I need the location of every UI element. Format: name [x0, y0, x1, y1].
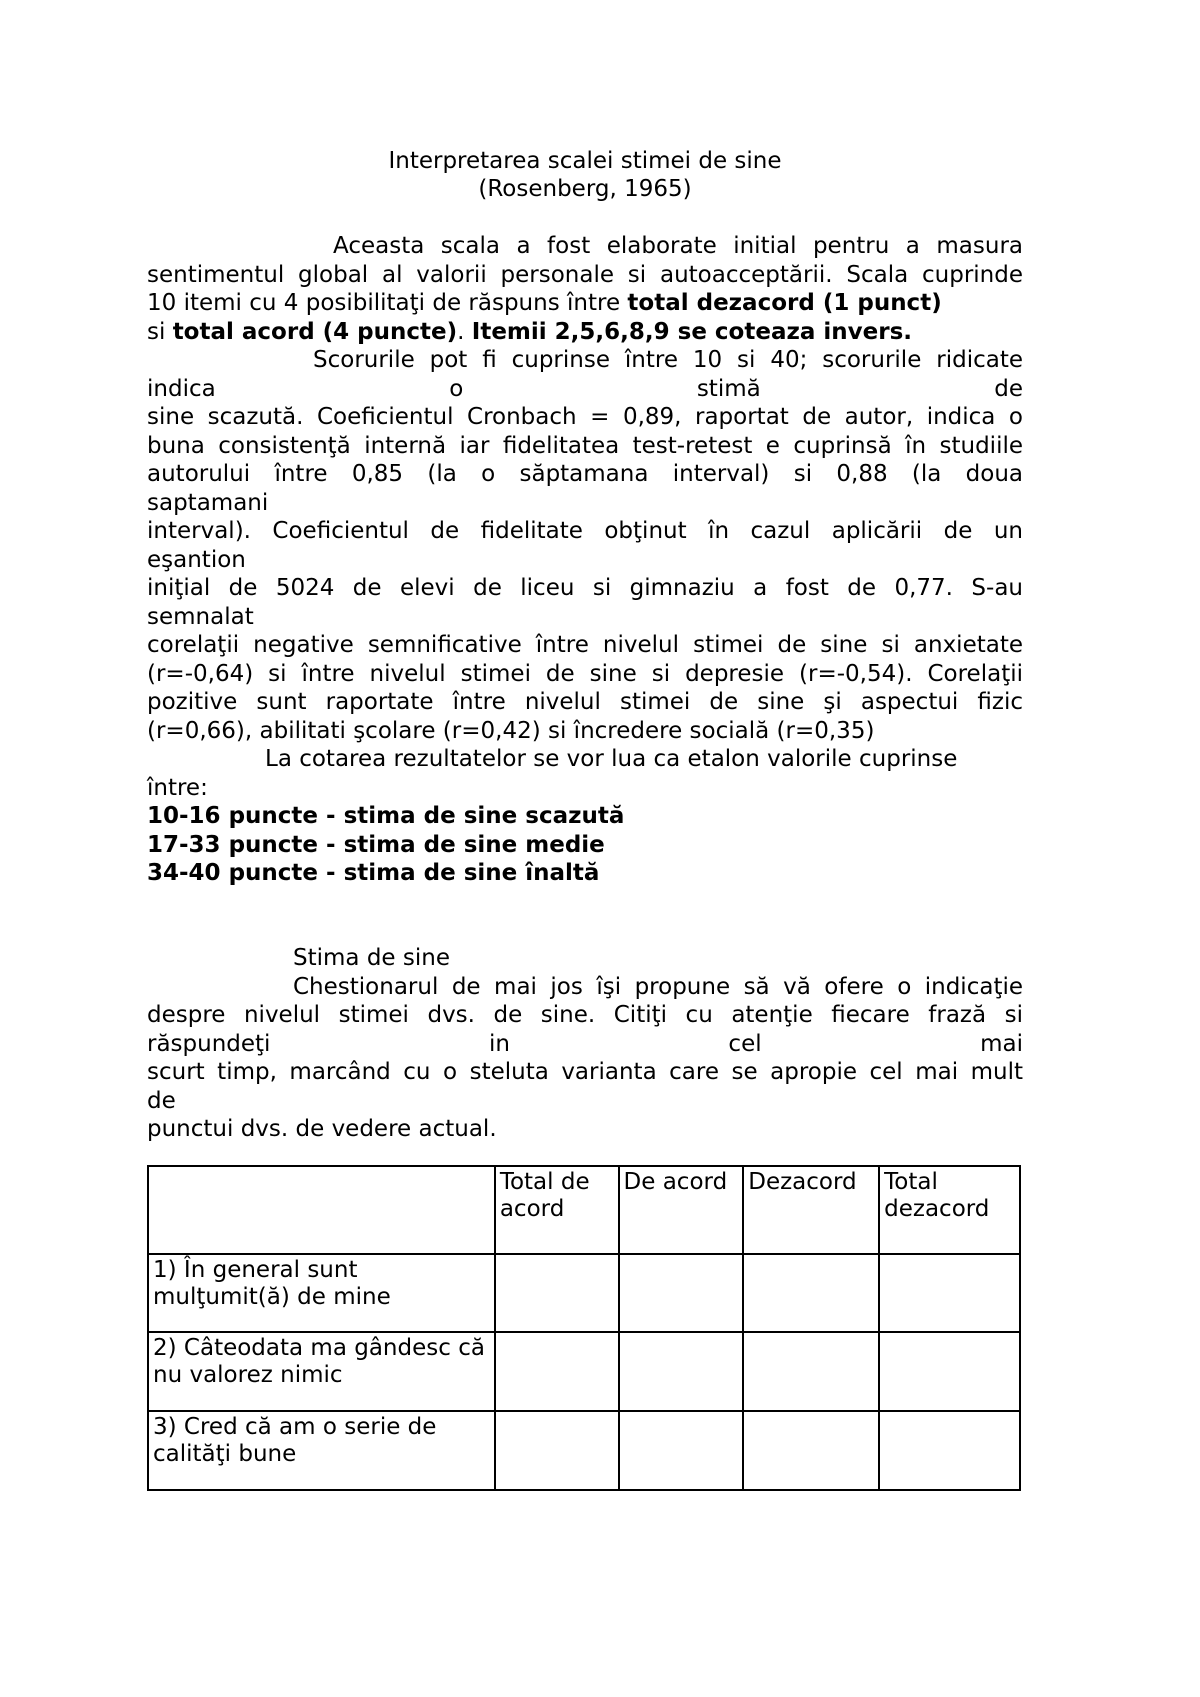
intro-paragraph — [147, 232, 1023, 346]
table-header-empty — [148, 1166, 495, 1254]
score-range-medium: 17-33 puncte - stima de sine medie — [147, 831, 605, 858]
scores-line: (r=0,66), abilitati şcolare (r=0,42) si încredere socială (r=0,35) — [147, 717, 875, 744]
scores-line: interval). Coeficientul de fidelitate obţinut în cazul aplicării de un — [147, 518, 1023, 544]
score-range-low: 10-16 puncte - stima de sine scazută — [147, 803, 625, 829]
page-title: Interpretarea scalei stimei de sine — [388, 148, 782, 174]
intro-line-1: Aceasta scala a fost elaborate initial pentru a masura — [333, 233, 1023, 259]
intro-text: si — [147, 318, 173, 345]
scores-line: buna consistenţă internă iar fidelitatea test-retest e cuprinsă în studiile — [147, 432, 1023, 459]
intro-bold-itemi: Itemii 2,5,6,8,9 se coteaza invers. — [471, 318, 913, 345]
cotare-line: La cotarea rezultatelor se vor lua ca etalon valorile cuprinse — [265, 746, 958, 772]
table-header-cell: Total de acord — [495, 1166, 619, 1254]
answer-cell[interactable] — [619, 1411, 744, 1490]
cotare-paragraph — [147, 745, 1023, 888]
stima-heading: Stima de sine — [293, 945, 450, 971]
scores-line: eşantion — [147, 546, 246, 573]
question-cell: 1) În general sunt mulţumit(ă) de mine — [148, 1254, 495, 1332]
answer-cell[interactable] — [743, 1411, 879, 1490]
scores-line: iniţial de 5024 de elevi de liceu si gimnaziu a fost de 0,77. S-au — [147, 575, 1023, 601]
intro-bold-dezacord: total dezacord (1 punct) — [627, 290, 942, 316]
answer-cell[interactable] — [495, 1332, 619, 1411]
stima-line: despre nivelul stimei dvs. de sine. Citiţi cu atenţie fiecare frază si — [147, 1002, 1023, 1028]
intro-line-2: sentimentul global al valorii personale si autoacceptării. Scala cuprinde — [147, 261, 1023, 288]
stima-line: de — [147, 1087, 176, 1114]
stima-line: Chestionarul de mai jos îşi propune să vă ofere o indicaţie — [293, 973, 1023, 1000]
table-row — [148, 1411, 1020, 1490]
table-row — [148, 1254, 1020, 1332]
stima-line: punctui dvs. de vedere actual. — [147, 1116, 497, 1142]
answer-cell[interactable] — [495, 1254, 619, 1332]
answer-cell[interactable] — [619, 1254, 744, 1332]
table-header-cell: De acord — [619, 1166, 744, 1254]
scores-line: autorului între 0,85 (la o săptamana interval) si 0,88 (la doua — [147, 461, 1023, 487]
answer-cell[interactable] — [879, 1411, 1020, 1490]
stima-line: răspundeţi in cel mai — [147, 1030, 1023, 1057]
table-header-cell: Dezacord — [743, 1166, 879, 1254]
answer-cell[interactable] — [879, 1332, 1020, 1411]
answer-cell[interactable] — [619, 1332, 744, 1411]
table-row — [148, 1332, 1020, 1411]
score-range-high: 34-40 puncte - stima de sine înaltă — [147, 860, 600, 886]
scores-line: corelaţii negative semnificative între nivelul stimei de sine si anxietate — [147, 632, 1023, 658]
intro-text: . — [457, 318, 472, 345]
question-cell: 2) Câteodata ma gândesc că nu valorez nimic — [148, 1332, 495, 1411]
table-header-row — [148, 1166, 1020, 1254]
intro-bold-acord: total acord (4 puncte) — [172, 318, 458, 345]
scores-line: semnalat — [147, 603, 254, 630]
scores-line: indica o stimă de — [147, 375, 1023, 402]
intro-line-4 — [147, 318, 1023, 347]
scores-line: Scorurile pot fi cuprinse între 10 si 40; scorurile ridicate — [313, 347, 1023, 373]
cotare-line: între: — [147, 774, 208, 801]
table-header-cell: Total dezacord — [879, 1166, 1020, 1254]
scores-line: sine scazută. Coeficientul Cronbach = 0,89, raportat de autor, indica o — [147, 404, 1023, 430]
intro-text: 10 itemi cu 4 posibilitaţi de răspuns între — [147, 290, 628, 316]
scores-paragraph — [147, 346, 1023, 745]
intro-line-3 — [147, 289, 1023, 318]
question-cell: 3) Cred că am o serie de calităţi bune — [148, 1411, 495, 1490]
page-subtitle: (Rosenberg, 1965) — [478, 176, 692, 202]
answer-cell[interactable] — [743, 1332, 879, 1411]
answer-cell[interactable] — [743, 1254, 879, 1332]
stima-section — [147, 944, 1023, 1144]
scores-line: (r=-0,64) si între nivelul stimei de sine si depresie (r=-0,54). Corelaţii — [147, 660, 1023, 687]
answer-cell[interactable] — [495, 1411, 619, 1490]
scores-line: pozitive sunt raportate între nivelul stimei de sine şi aspectui fizic — [147, 689, 1023, 715]
stima-line: scurt timp, marcând cu o steluta varianta care se apropie cel mai mult — [147, 1059, 1023, 1085]
answer-cell[interactable] — [879, 1254, 1020, 1332]
scores-line: saptamani — [147, 489, 269, 516]
questionnaire-table — [147, 1165, 1021, 1491]
